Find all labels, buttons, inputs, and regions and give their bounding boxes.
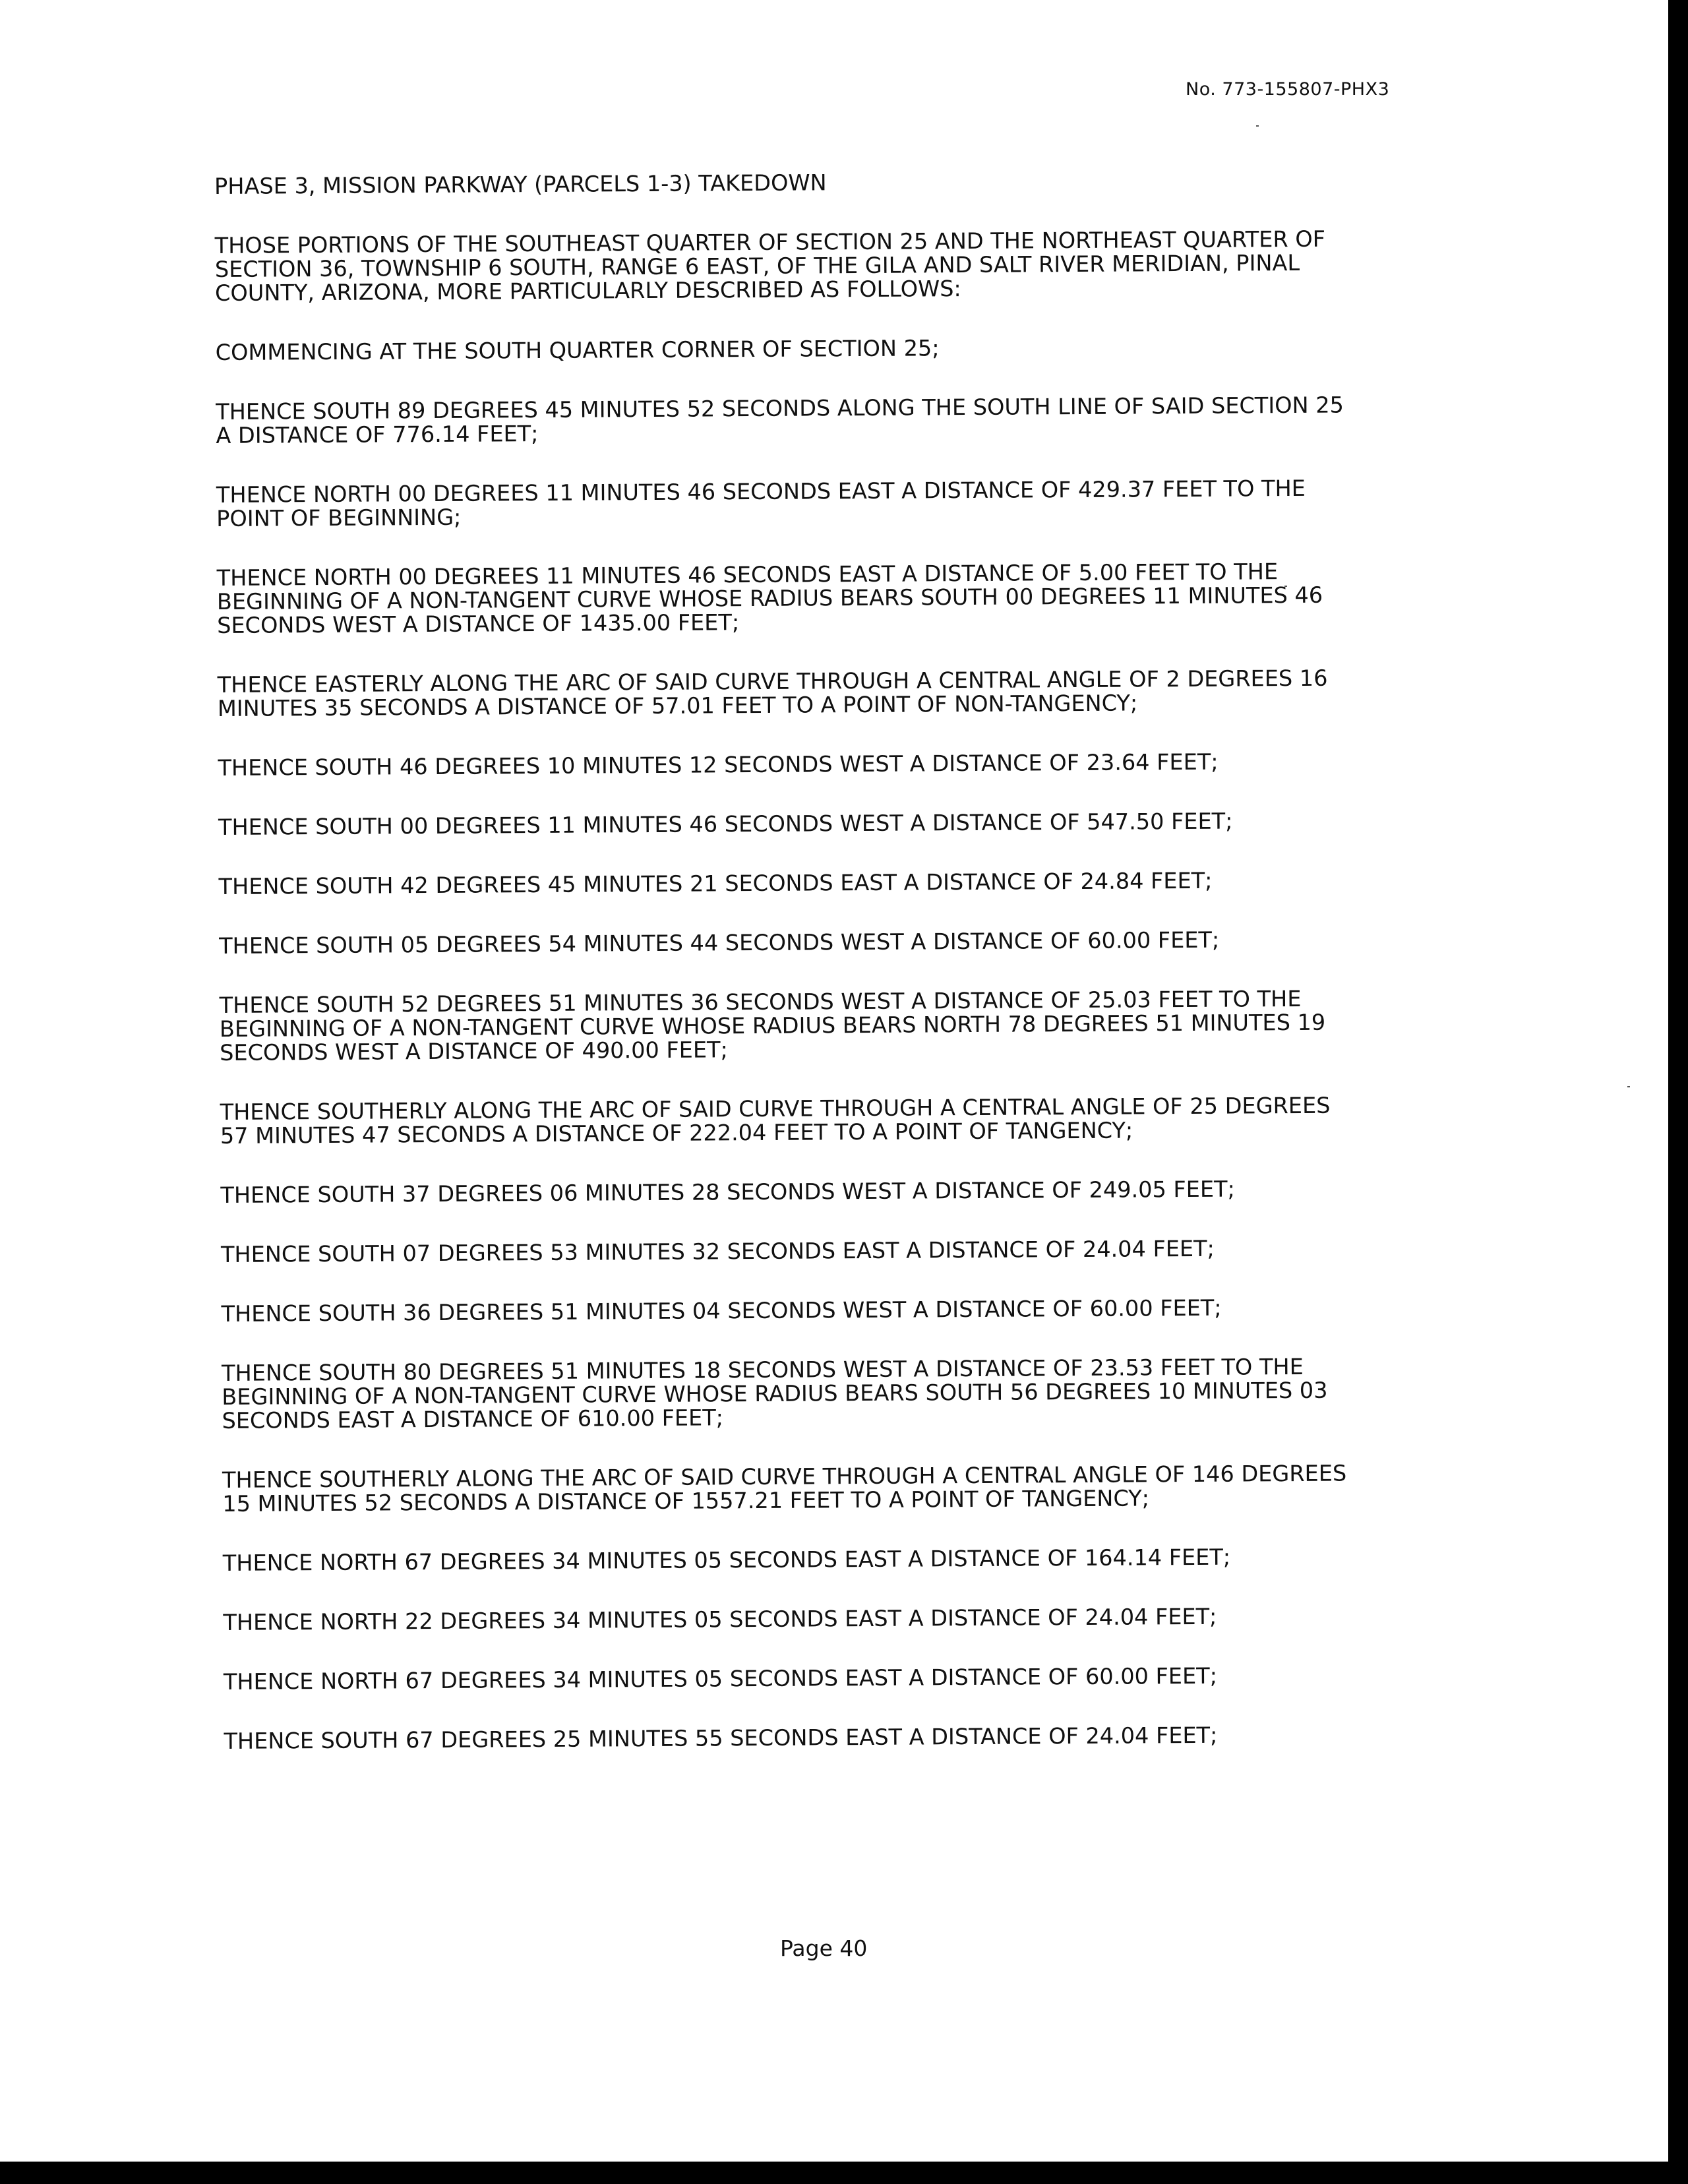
paragraph: THENCE SOUTH 52 DEGREES 51 MINUTES 36 SECONDS WEST A DISTANCE OF 25.03 FEET TO THE BEGINNING OF A NON-TANGENT CURVE WHOSE RADIUS BEARS NORTH 78 DEGREES 51 MINUTES 19 SECONDS WEST A DISTANCE OF 490.00 FEET; — [219, 985, 1326, 1066]
paragraph: THENCE SOUTHERLY ALONG THE ARC OF SAID CURVE THROUGH A CENTRAL ANGLE OF 146 DEGREES 15 MINUTES 52 SECONDS A DISTANCE OF 1557.21 FEET TO A POINT OF TANGENCY; — [222, 1460, 1347, 1517]
page-number: Page 40 — [780, 1935, 868, 1961]
scan-border-bottom — [0, 2162, 1688, 2184]
scan-speck — [1256, 125, 1259, 127]
paragraph: THENCE NORTH 67 DEGREES 34 MINUTES 05 SECONDS EAST A DISTANCE OF 164.14 FEET; — [222, 1544, 1231, 1576]
section-heading: PHASE 3, MISSION PARKWAY (PARCELS 1-3) TAKEDOWN — [214, 169, 827, 199]
paragraph: THENCE SOUTH 36 DEGREES 51 MINUTES 04 SECONDS WEST A DISTANCE OF 60.00 FEET; — [221, 1294, 1222, 1327]
paragraph: THENCE SOUTH 00 DEGREES 11 MINUTES 46 SECONDS WEST A DISTANCE OF 547.50 FEET; — [218, 808, 1233, 840]
paragraph: THENCE SOUTH 37 DEGREES 06 MINUTES 28 SECONDS WEST A DISTANCE OF 249.05 FEET; — [220, 1176, 1235, 1208]
paragraph: THENCE SOUTH 46 DEGREES 10 MINUTES 12 SECONDS WEST A DISTANCE OF 23.64 FEET; — [218, 748, 1219, 781]
paragraph: THENCE NORTH 67 DEGREES 34 MINUTES 05 SECONDS EAST A DISTANCE OF 60.00 FEET; — [223, 1662, 1218, 1695]
paragraph: THENCE SOUTH 07 DEGREES 53 MINUTES 32 SECONDS EAST A DISTANCE OF 24.04 FEET; — [220, 1235, 1215, 1267]
paragraph: THENCE EASTERLY ALONG THE ARC OF SAID CURVE THROUGH A CENTRAL ANGLE OF 2 DEGREES 16 MINUTES 35 SECONDS A DISTANCE OF 57.01 FEET TO A POINT OF NON-TANGENCY; — [217, 665, 1328, 721]
paragraph: THENCE NORTH 22 DEGREES 34 MINUTES 05 SECONDS EAST A DISTANCE OF 24.04 FEET; — [223, 1603, 1217, 1635]
paragraph: THENCE SOUTH 80 DEGREES 51 MINUTES 18 SECONDS WEST A DISTANCE OF 23.53 FEET TO THE BEGINNING OF A NON-TANGENT CURVE WHOSE RADIUS BEARS SOUTH 56 DEGREES 10 MINUTES 03 SECONDS EAST A DISTANCE OF 610.00 FEET; — [221, 1353, 1328, 1434]
legal-description — [214, 167, 1411, 1789]
paragraph: THOSE PORTIONS OF THE SOUTHEAST QUARTER OF SECTION 25 AND THE NORTHEAST QUARTER OF SECTION 36, TOWNSHIP 6 SOUTH, RANGE 6 EAST, OF THE GILA AND SALT RIVER MERIDIAN, PINAL COUNTY, ARIZONA, MORE PARTICULARLY DESCRIBED AS FOLLOWS: — [214, 226, 1326, 306]
paragraph: THENCE NORTH 00 DEGREES 11 MINUTES 46 SECONDS EAST A DISTANCE OF 5.00 FEET TO THE BEGINNING OF A NON-TANGENT CURVE WHOSE RADIUS BEARS SOUTH 00 DEGREES 11 MINUTES 46 SECONDS WEST A DISTANCE OF 1435.00 FEET; — [216, 559, 1323, 638]
document-number: No. 773-155807-PHX3 — [1186, 79, 1390, 100]
scan-border-right — [1668, 0, 1688, 2184]
scan-speck — [1627, 1086, 1630, 1087]
paragraph: THENCE SOUTHERLY ALONG THE ARC OF SAID CURVE THROUGH A CENTRAL ANGLE OF 25 DEGREES 57 MINUTES 47 SECONDS A DISTANCE OF 222.04 FEET TO A POINT OF TANGENCY; — [220, 1092, 1331, 1149]
paragraph: THENCE SOUTH 67 DEGREES 25 MINUTES 55 SECONDS EAST A DISTANCE OF 24.04 FEET; — [224, 1722, 1218, 1754]
paragraph: THENCE SOUTH 89 DEGREES 45 MINUTES 52 SECONDS ALONG THE SOUTH LINE OF SAID SECTION 25 A DISTANCE OF 776.14 FEET; — [216, 392, 1344, 448]
paragraph: THENCE SOUTH 05 DEGREES 54 MINUTES 44 SECONDS WEST A DISTANCE OF 60.00 FEET; — [219, 926, 1220, 959]
paragraph: COMMENCING AT THE SOUTH QUARTER CORNER OF SECTION 25; — [215, 335, 940, 365]
paragraph: THENCE NORTH 00 DEGREES 11 MINUTES 46 SECONDS EAST A DISTANCE OF 429.37 FEET TO THE POINT OF BEGINNING; — [216, 475, 1306, 531]
paragraph: THENCE SOUTH 42 DEGREES 45 MINUTES 21 SECONDS EAST A DISTANCE OF 24.84 FEET; — [218, 867, 1213, 899]
